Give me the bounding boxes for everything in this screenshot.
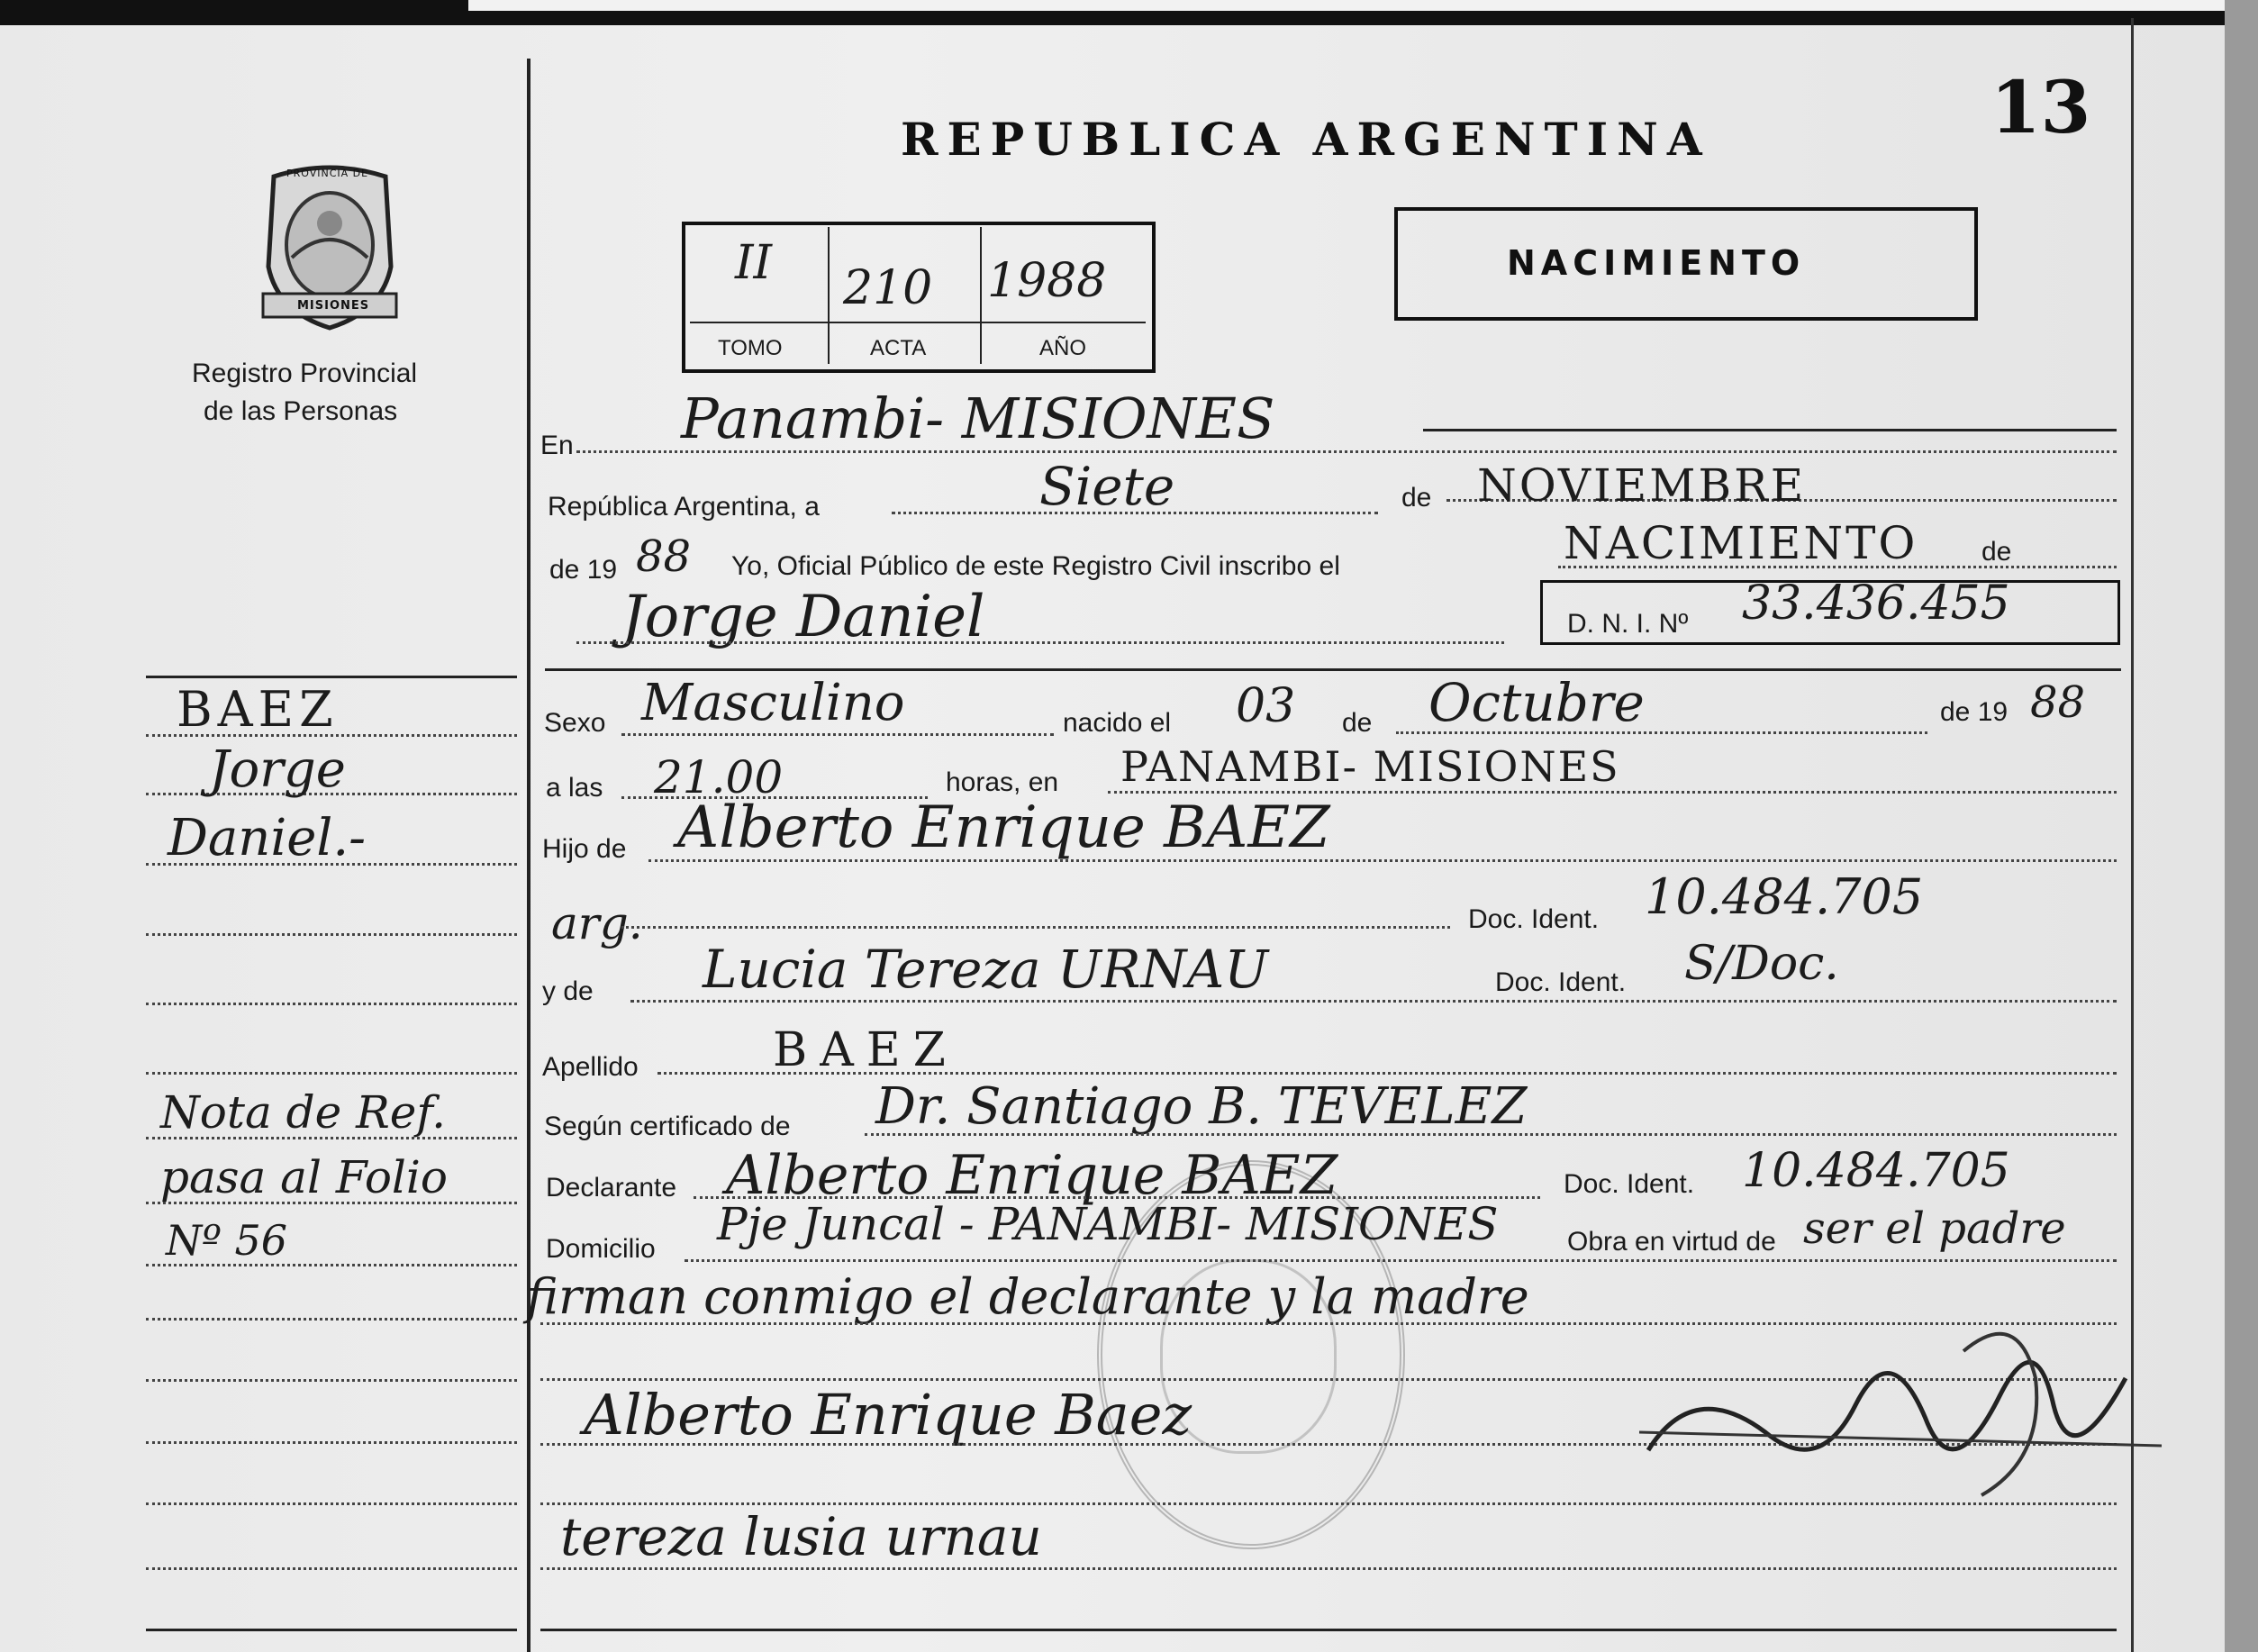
de-label-1: de xyxy=(1401,483,1432,513)
form-bottom-rule xyxy=(540,1629,2117,1631)
margin-line-10 xyxy=(146,1318,517,1321)
firma-text: firman conmigo el declarante y la madre xyxy=(526,1268,1529,1325)
certificado-value: Dr. Santiago B. TEVELEZ xyxy=(875,1077,1528,1136)
mother-doc-value: S/Doc. xyxy=(1684,937,1839,991)
birth-day-value: 03 xyxy=(1236,679,1296,733)
margin-line-12 xyxy=(146,1441,517,1444)
child-name-line xyxy=(576,641,1504,644)
declarante-label: Declarante xyxy=(546,1173,677,1203)
year-suffix-value: 88 xyxy=(636,531,692,582)
margin-top-rule xyxy=(146,676,517,678)
de-label-2: de xyxy=(1981,537,2012,567)
a-las-label: a las xyxy=(546,773,603,803)
apellido-label: Apellido xyxy=(542,1052,639,1082)
certificado-label: Según certificado de xyxy=(544,1112,791,1141)
doc-ident-label-3: Doc. Ident. xyxy=(1564,1169,1695,1199)
hijo-label: Hijo de xyxy=(542,834,627,864)
page-number: 13 xyxy=(1990,65,2091,150)
month-value: NOVIEMBRE xyxy=(1477,459,1807,512)
obra-label: Obra en virtud de xyxy=(1567,1227,1776,1257)
declarante-doc-value: 10.484.705 xyxy=(1742,1144,2010,1198)
margin-line-14 xyxy=(146,1567,517,1570)
apellido-value: BAEZ xyxy=(773,1023,958,1077)
scan-right-edge xyxy=(2225,0,2258,1652)
en-line-solid xyxy=(1423,429,2117,431)
anio-label: AÑO xyxy=(1039,336,1087,360)
registry-name-line1: Registro Provincial xyxy=(192,359,418,388)
sexo-value: Masculino xyxy=(641,674,905,732)
birth-place-line xyxy=(1108,791,2117,794)
father-nationality-line xyxy=(621,926,1450,929)
acta-value: 210 xyxy=(843,261,933,315)
dni-label: D. N. I. Nº xyxy=(1567,609,1689,639)
signature-line-4 xyxy=(540,1567,2117,1570)
republica-label: República Argentina, a xyxy=(548,492,820,522)
birth-year-prefix: de 19 xyxy=(1940,697,2009,727)
declarante-value: Alberto Enrique BAEZ xyxy=(726,1144,1338,1207)
father-doc-value: 10.484.705 xyxy=(1645,868,1924,925)
birth-place-value: PANAMBI- MISIONES xyxy=(1120,742,1620,791)
place-value: Panambi- MISIONES xyxy=(681,386,1275,451)
domicilio-line xyxy=(685,1259,2117,1262)
hour-value: 21.00 xyxy=(654,751,784,803)
margin-surname: BAEZ xyxy=(177,681,339,738)
margin-line-4 xyxy=(146,933,517,936)
sexo-line xyxy=(621,733,1054,736)
margin-note-3: Nº 56 xyxy=(166,1216,288,1265)
en-label: En xyxy=(540,431,574,460)
tomo-value: II xyxy=(735,236,773,290)
margin-note-2: pasa al Folio xyxy=(160,1151,449,1203)
mother-name-value: Lucia Tereza URNAU xyxy=(703,939,1269,1000)
doc-ident-label-1: Doc. Ident. xyxy=(1468,904,1600,934)
record-type-label: NACIMIENTO xyxy=(1507,243,1806,283)
scan-top-strip xyxy=(468,0,2258,11)
father-name-line xyxy=(648,859,2117,862)
yde-label: y de xyxy=(542,976,594,1006)
official-text: Yo, Oficial Público de este Registro Civil inscribo el xyxy=(731,551,1340,581)
tomo-label: TOMO xyxy=(718,336,783,360)
section-rule xyxy=(545,668,2121,671)
reference-col-divider-2 xyxy=(980,227,982,364)
event-line xyxy=(1558,566,2117,568)
margin-line-6 xyxy=(146,1072,517,1075)
margin-line-11 xyxy=(146,1379,517,1382)
seal-bottom-text: MISIONES xyxy=(297,299,370,313)
event-value: NACIMIENTO xyxy=(1564,517,1918,569)
signature-mother: tereza lusia urnau xyxy=(560,1506,1042,1567)
acta-label: ACTA xyxy=(870,336,927,360)
de-label-3: de xyxy=(1342,708,1373,738)
day-value: Siete xyxy=(1039,456,1175,517)
margin-note-1: Nota de Ref. xyxy=(160,1086,446,1139)
certificado-line xyxy=(865,1133,2117,1136)
official-signature xyxy=(1621,1297,2180,1531)
obra-value: ser el padre xyxy=(1803,1203,2066,1254)
mother-name-line xyxy=(630,1000,2117,1003)
margin-bottom-rule xyxy=(146,1629,517,1631)
anio-value: 1988 xyxy=(987,254,1107,308)
country-title: REPUBLICA ARGENTINA xyxy=(901,113,1711,166)
reference-box-rule xyxy=(690,322,1146,323)
birth-year-suffix: 88 xyxy=(2030,677,2086,728)
reference-col-divider-1 xyxy=(828,227,830,364)
father-name-value: Alberto Enrique BAEZ xyxy=(677,794,1330,861)
domicilio-value: Pje Juncal - PANAMBI- MISIONES xyxy=(717,1198,1499,1250)
apellido-line xyxy=(657,1072,2117,1075)
dni-value: 33.436.455 xyxy=(1742,576,2010,631)
signature-father: Alberto Enrique Baez xyxy=(584,1382,1192,1448)
margin-given-1: Jorge xyxy=(209,740,346,799)
seal-top-text: PROVINCIA DE xyxy=(286,168,369,179)
margin-given-2: Daniel.- xyxy=(168,809,367,867)
birth-month-value: Octubre xyxy=(1428,672,1645,733)
horas-label: horas, en xyxy=(946,767,1059,797)
sexo-label: Sexo xyxy=(544,708,606,738)
doc-ident-label-2: Doc. Ident. xyxy=(1495,967,1627,997)
year-prefix-label: de 19 xyxy=(549,555,618,585)
father-nationality-value: arg. xyxy=(551,897,643,949)
nacido-label: nacido el xyxy=(1063,708,1172,738)
child-name-value: Jorge Daniel xyxy=(621,584,985,650)
domicilio-label: Domicilio xyxy=(546,1234,656,1264)
registry-name-line2: de las Personas xyxy=(204,396,398,426)
margin-line-5 xyxy=(146,1003,517,1005)
margin-divider xyxy=(527,59,530,1652)
birth-month-line xyxy=(1396,731,1927,734)
margin-line-13 xyxy=(146,1502,517,1505)
